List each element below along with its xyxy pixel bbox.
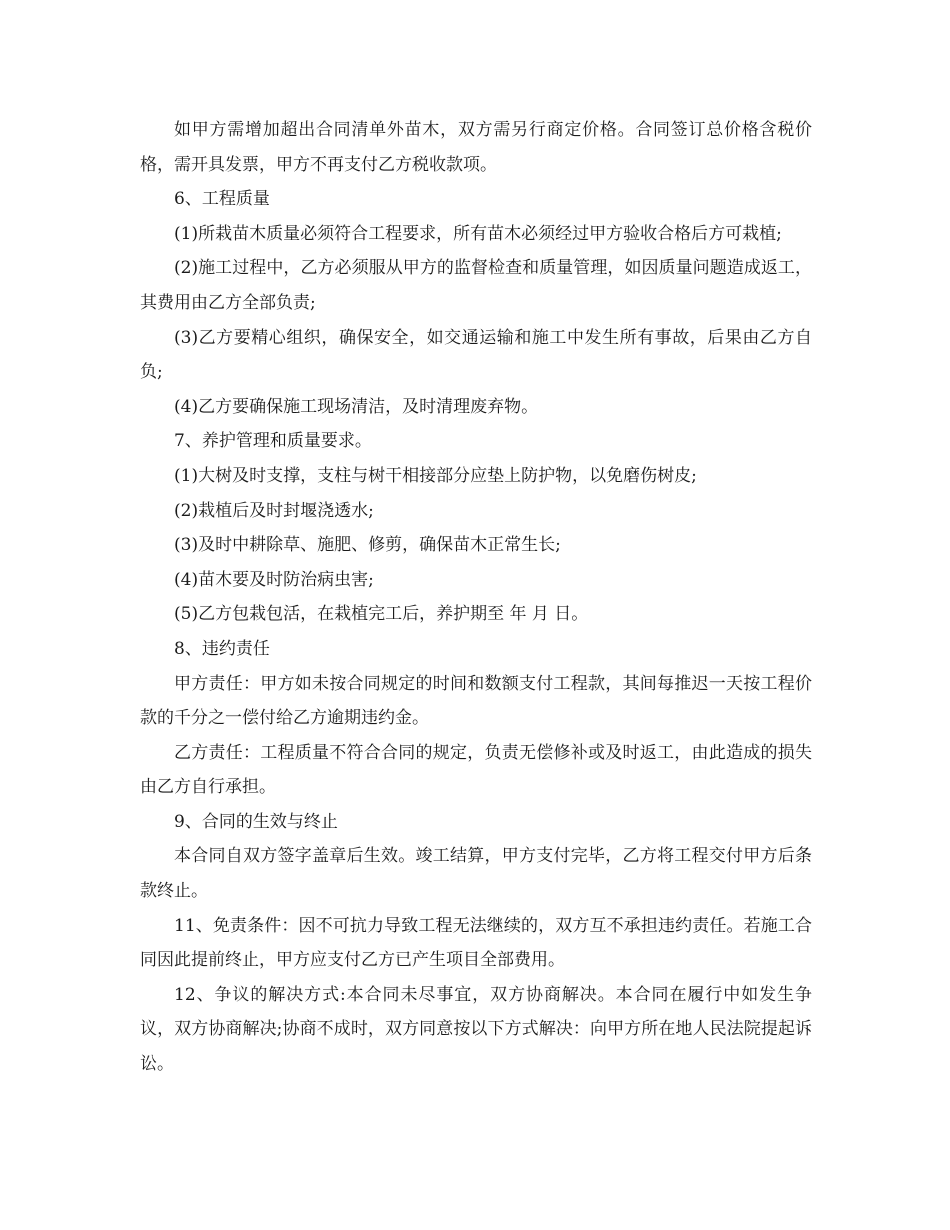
paragraph-party-b-liability: 乙方责任：工程质量不符合合同的规定，负责无偿修补或及时返工，由此造成的损失由乙方自行承担。 [140,742,812,798]
section-heading-breach: 8、违约责任 [174,638,270,659]
document-body [140,113,812,1082]
paragraph-effectiveness: 本合同自双方签字盖章后生效。竣工结算，甲方支付完毕，乙方将工程交付甲方后条款终止。 [140,846,812,902]
paragraph-exemption: 11、免责条件：因不可抗力导致工程无法继续的，双方互不承担违约责任。若施工合同因此提前终止，甲方应支付乙方已产生项目全部费用。 [140,915,812,971]
paragraph-party-a-liability: 甲方责任：甲方如未按合同规定的时间和数额支付工程款，其间每推迟一天按工程价款的千分之一偿付给乙方逾期违约金。 [140,673,812,729]
paragraph-maintenance-2: (2)栽植后及时封堰浇透水; [174,500,374,521]
paragraph-quality-4: (4)乙方要确保施工现场清洁，及时清理废弃物。 [174,396,539,417]
paragraph-price-terms: 如甲方需增加超出合同清单外苗木，双方需另行商定价格。合同签订总价格含税价格，需开具发票，甲方不再支付乙方税收款项。 [140,120,812,175]
paragraph-maintenance-4: (4)苗木要及时防治病虫害; [174,569,374,590]
section-heading-quality: 6、工程质量 [174,189,270,210]
paragraph-quality-3: (3)乙方要精心组织，确保安全，如交通运输和施工中发生所有事故，后果由乙方自负; [140,327,812,383]
section-heading-maintenance: 7、养护管理和质量要求。 [174,431,372,452]
paragraph-maintenance-1: (1)大树及时支撑，支柱与树干相接部分应垫上防护物，以免磨伤树皮; [174,465,697,486]
paragraph-dispute-resolution: 12、争议的解决方式:本合同未尽事宜，双方协商解决。本合同在履行中如发生争议，双方协商解决;协商不成时，双方同意按以下方式解决：向甲方所在地人民法院提起诉讼。 [140,984,812,1075]
paragraph-quality-1: (1)所栽苗木质量必须符合工程要求，所有苗木必须经过甲方验收合格后方可栽植; [174,223,782,244]
paragraph-maintenance-5: (5)乙方包栽包活，在栽植完工后，养护期至 年 月 日。 [174,604,589,625]
section-heading-effectiveness: 9、合同的生效与终止 [174,811,338,832]
paragraph-quality-2: (2)施工过程中，乙方必须服从甲方的监督检查和质量管理，如因质量问题造成返工，其费用由乙方全部负责; [140,258,812,313]
paragraph-maintenance-3: (3)及时中耕除草、施肥、修剪，确保苗木正常生长; [174,535,561,556]
